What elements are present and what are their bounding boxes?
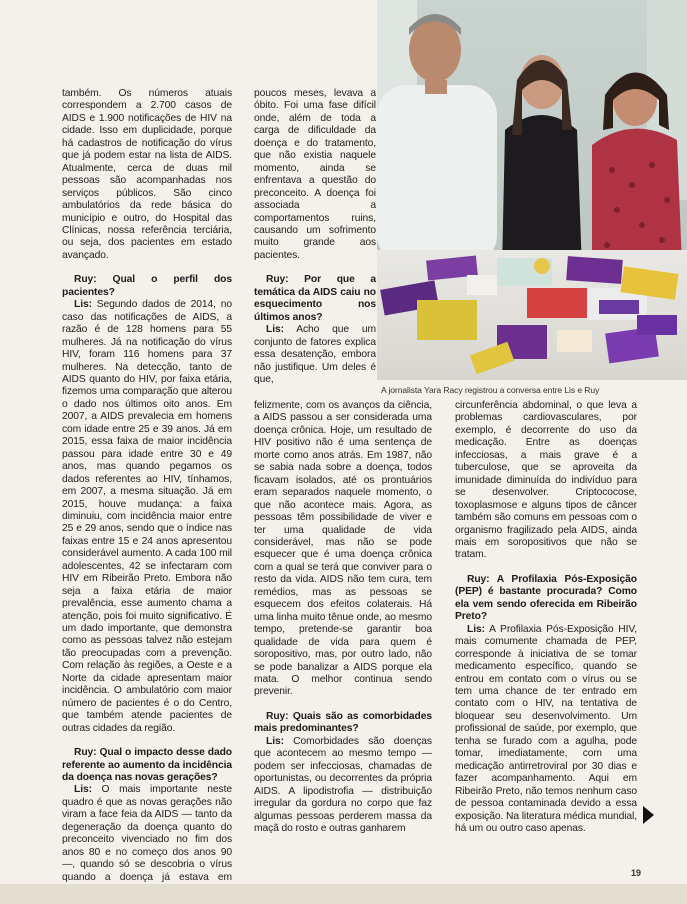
answer-text: A Profilaxia Pós-Exposição HIV, mais comumente chamada de PEP, corresponde à iniciativa de se tomar medicamento específico, quando se entrou em contato com o vírus ou se tem uma chance de ter entrado em contato com o HIV, na tentativa de bloquear seu desenvolvimento. Um profissional de saúde, por exemplo, que tenha se furado com a agulha, pode tomar, imediatamente, com uma medicação antirretroviral por 30 dias e fazer acompanhamento. Aqui em Ribeirão Preto, não temos nenhum caso de pessoa contaminada devido a essa exposição. Na literatura médica mundial, há um ou outro caso apenas. bbox=[455, 623, 638, 834]
question-text: Ruy: Qual o impacto desse dado referente ao aumento da incidência da doença nas novas gerações? bbox=[62, 747, 232, 784]
photo-caption: A jornalista Yara Racy registrou a conversa entre Lis e Ruy bbox=[381, 385, 600, 395]
answer-text: Segundo dados de 2014, no caso das notificações de AIDS, a razão é de 128 homens para 55 mulheres. Já na notificação do vírus HIV, foram 116 homens para 37 mulheres. Na detecção, tanto de AIDS quanto do HIV, por faixa etária, fizemos uma comparação que alterou o dado nos últimos oito anos. Em 2007, a AIDS prevalecia em homens com idade entre 25 e 39 anos. Já em 2015, essa faixa de maior incidência passou para idade entre 30 e 49 anos, mas quando pegamos os dados referentes ao HIV, tínhamos, em 2007, a mesma situação. Já em 2015, houve mudança: a faixa diminuiu, com incidência maior entre 25 e 29 anos, sendo que o índice nas faixas entre 15 e 24 anos apresentou considerável aumento. A cada 100 mil adolescentes, 42 se infectaram com HIV em Ribeirão Preto. Embora não seja a faixa etária de maior prevalência, esse aumento chama a atenção, pois foi muito significativo. É um dado importante, que demonstra como as pessoas talvez não estejam tão preocupadas com a prevenção. Com relação às regiões, a Oeste e a Norte da cidade apresentam maior incidência. O ambulatório com maior número de pacientes é o do Centro, que também atende pacientes de outras cidades da região. bbox=[62, 299, 232, 734]
text-column-3 bbox=[455, 400, 637, 835]
question-text: Ruy: Qual o perfil dos pacientes? bbox=[62, 274, 232, 298]
text-column-1 bbox=[62, 88, 232, 897]
paragraph: circunferência abdominal, o que leva a problemas cardiovasculares, por exemplo, é decorrente do uso da medicação. Entre as doenças infecciosas, a mais grave é a tuberculose, que se aproveita da imunidade diminuída do indivíduo para se desenvolver. Criptococose, toxoplasmose e alguns tipos de câncer também são comuns em pessoas com o organismo fragilizado pela AIDS, ainda mais em soropositivos que não se tratam. bbox=[455, 400, 637, 561]
text-column-2-bottom bbox=[254, 400, 432, 835]
speaker-label: Lis: bbox=[74, 784, 92, 796]
paragraph: poucos meses, levava a óbito. Foi uma fase difícil onde, além de toda a carga de dificuldade da doença e do tratamento, que não existia naquele momento, ainda se enfrentava a questão do preconceito. A doença foi associada a comportamentos ruins, causando um sofrimento muito grande aos pacientes. bbox=[254, 88, 376, 261]
answer bbox=[62, 299, 232, 735]
question bbox=[455, 574, 637, 836]
page-footer-band bbox=[0, 884, 687, 904]
question-text: Ruy: Quais são as comorbidades mais predominantes? bbox=[254, 710, 432, 735]
paragraph: felizmente, com os avanços da ciência, a AIDS passou a ser considerada uma doença crônica. Hoje, um resultado de HIV positivo não é uma sentença de morte como anos atrás. Em 1987, não se sabia nada sobre a doença, todos ficavam isolados, até os prontuários eram separados naquele momento, o que não acontece mais. Agora, as pessoas têm possibilidade de viver e ter uma qualidade de vida considerável, mas não se pode esquecer que é uma doença crônica com a qual se terá que conviver para o resto da vida. AIDS não tem cura, tem remédios, mas as pessoas se esquecem dos efeitos colaterais. Há uma linha muito tênue onde, ao mesmo tempo, pretende-se garantir boa qualidade de vida para quem é soropositivo, mas, por outro lado, não se pode banalizar a AIDS porque ela mata. O melhor continua sendo prevenir. bbox=[254, 400, 432, 698]
answer-text: Acho que um conjunto de fatores explica essa desatenção, embora não justifique. Um deles é que, bbox=[254, 324, 376, 385]
continue-arrow-icon bbox=[643, 806, 654, 824]
photo-three-people bbox=[377, 0, 687, 380]
speaker-label: Lis: bbox=[74, 299, 92, 311]
page-number: 19 bbox=[630, 868, 641, 878]
speaker-label: Lis: bbox=[467, 623, 485, 635]
answer-text: Comorbidades são doenças que acontecem ao mesmo tempo — podem ser infecciosas, chamadas de oportunistas, ou decorrentes da própria AIDS. A lipodistrofia — distribuição irregular da gordura no corpo que faz algumas pessoas perderem massa da maçã do rosto e outras ganharem bbox=[254, 735, 432, 834]
question-text: Ruy: A Profilaxia Pós-Exposição (PEP) é bastante procurada? Como ela vem sendo oferecida em Ribeirão Preto? bbox=[455, 573, 637, 623]
question bbox=[254, 274, 376, 386]
paragraph: também. Os números atuais correspondem a 2.700 casos de AIDS e 1.900 notificações de HIV na cidade. Isso em duplicidade, porque há cadastros de notificação do vírus que já podem estar na lista de AIDS. Atualmente, cerca de duas mil pessoas são acompanhadas nos serviços públicos. São cinco ambulatórios da rede básica do município e outro, do Hospital das Clínicas, nossa referência terciária, ou seja, dos pacientes em estado avançado. bbox=[62, 88, 232, 261]
answer bbox=[62, 784, 232, 896]
speaker-label: Lis: bbox=[266, 735, 284, 747]
answer-text: O mais importante neste quadro é que as novas gerações não viram a face feia da AIDS — tanto da degeneração da doença quanto do preconceito vivenciado no fim dos anos 80 e no começo dos anos 90 —, quando só se descobria o vírus quando a doença já estava em bbox=[62, 784, 232, 883]
answer bbox=[254, 324, 376, 386]
text-column-2-top bbox=[254, 88, 376, 386]
question-text: Ruy: Por que a temática da AIDS caiu no esquecimento nos últimos anos? bbox=[254, 274, 376, 323]
question bbox=[62, 274, 232, 735]
answer bbox=[455, 624, 637, 836]
question bbox=[254, 711, 432, 836]
speaker-label: Lis: bbox=[266, 324, 284, 336]
answer bbox=[254, 736, 432, 836]
photo-illustration bbox=[377, 0, 687, 380]
question bbox=[62, 747, 232, 896]
